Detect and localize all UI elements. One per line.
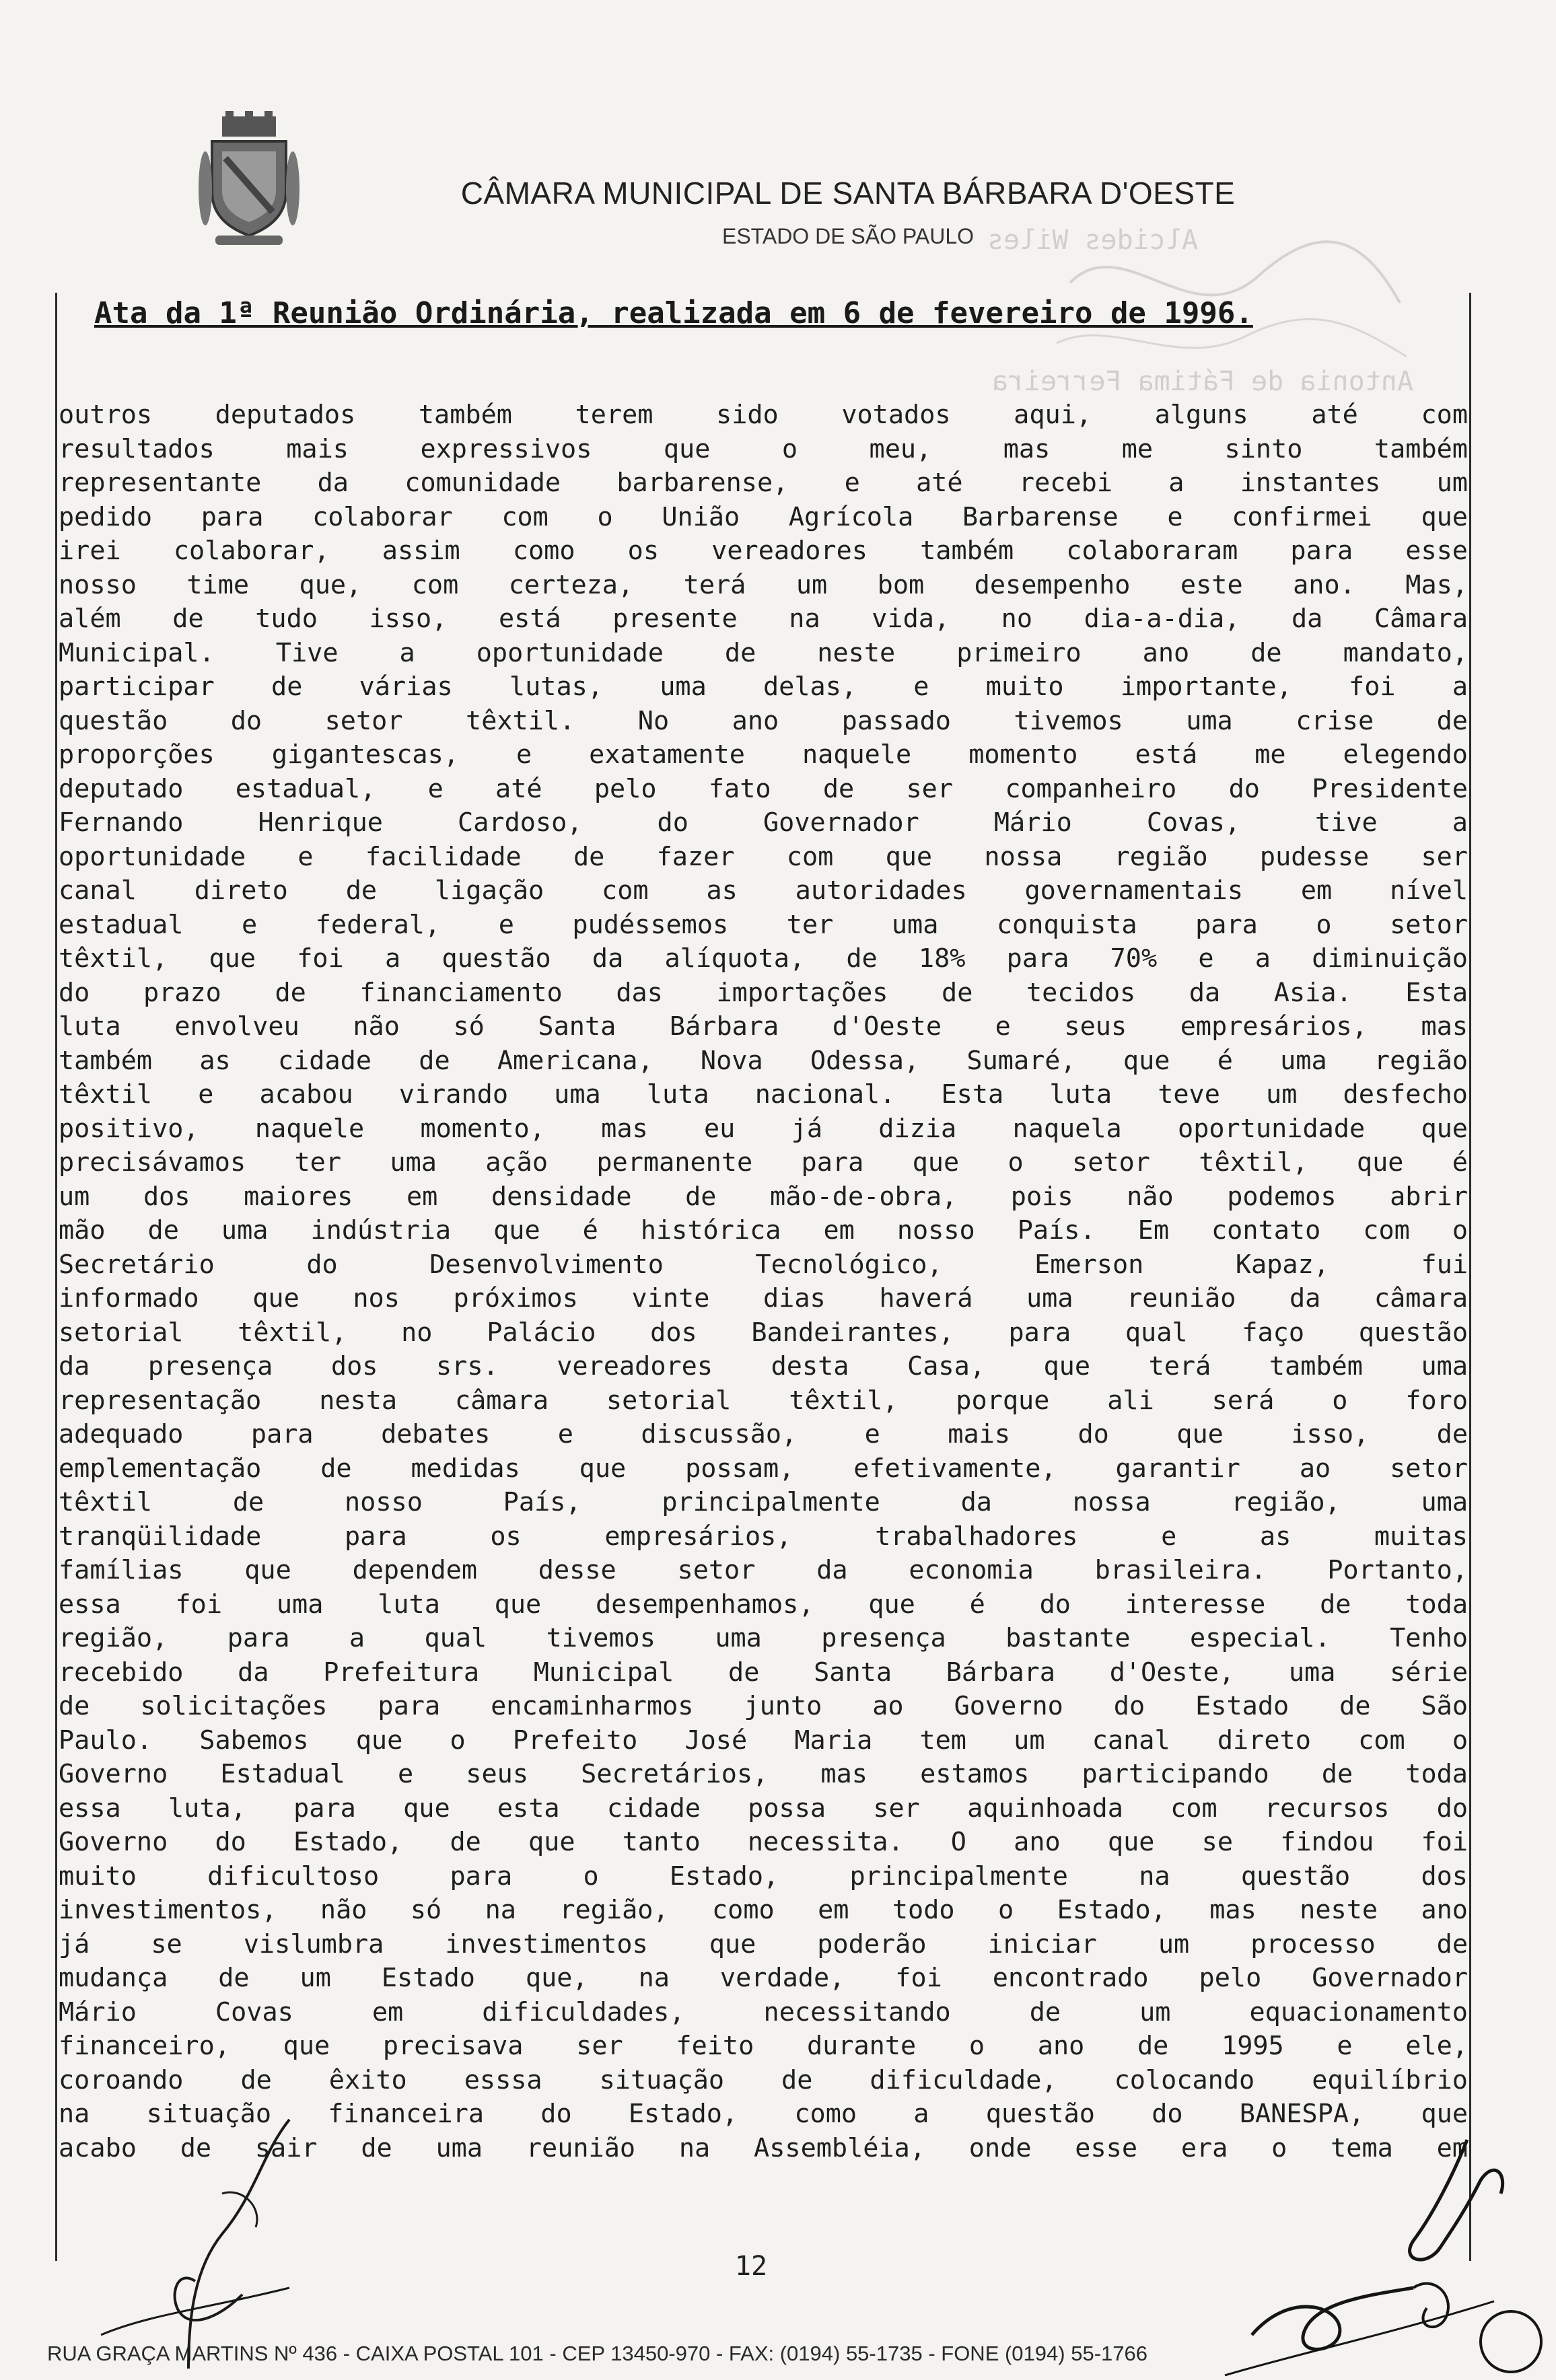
text-line: canal direto de ligação com as autoridades governamentais em nível: [59, 875, 1468, 906]
text-line: muito dificultoso para o Estado, principalmente na questão dos: [59, 1861, 1468, 1891]
text-line: um dos maiores em densidade de mão-de-obra, pois não podemos abrir: [59, 1181, 1468, 1212]
text-line: recebido da Prefeitura Municipal de Santa Bárbara d'Oeste, uma série: [59, 1657, 1468, 1688]
text-line: famílias que dependem desse setor da economia brasileira. Portanto,: [59, 1555, 1468, 1585]
text-line: outros deputados também terem sido votados aqui, alguns até com: [59, 400, 1468, 430]
text-line: mão de uma indústria que é histórica em nosso País. Em contato com o: [59, 1215, 1468, 1246]
left-signature: [87, 2113, 343, 2377]
text-line: já se vislumbra investimentos que poderão iniciar um processo de: [59, 1928, 1468, 1959]
text-line: do prazo de financiamento das importações de tecidos da Asia. Esta: [59, 977, 1468, 1008]
page-number: 12: [734, 2251, 768, 2282]
text-line: proporções gigantescas, e exatamente naquele momento está me elegendo: [59, 740, 1468, 770]
institution-name: CÂMARA MUNICIPAL DE SANTA BÁRBARA D'OESTE: [460, 176, 1236, 211]
minutes-body: [57, 398, 1469, 2165]
text-line: oportunidade e facilidade de fazer com que nossa região pudesse ser: [59, 841, 1468, 872]
text-line: tranqüilidade para os empresários, trabalhadores e as muitas: [59, 1521, 1468, 1552]
text-line: da presença dos srs. vereadores desta Casa, que terá também uma: [59, 1351, 1468, 1381]
text-line: investimentos, não só na região, como em todo o Estado, mas neste ano: [59, 1895, 1468, 1925]
text-line: Paulo. Sabemos que o Prefeito José Maria tem um canal direto com o: [59, 1725, 1468, 1756]
text-line: têxtil, que foi a questão da alíquota, de 18% para 70% e a diminuição: [59, 943, 1468, 974]
text-line: Fernando Henrique Cardoso, do Governador Mário Covas, tive a: [59, 807, 1468, 838]
text-line: Mário Covas em dificuldades, necessitando de um equacionamento: [59, 1996, 1468, 2027]
text-line: setorial têxtil, no Palácio dos Bandeirantes, para qual faço questão: [59, 1317, 1468, 1348]
text-line: representante da comunidade barbarense, e até recebi a instantes um: [59, 468, 1468, 498]
text-line: de solicitações para encaminharmos junto ao Governo do Estado de São: [59, 1691, 1468, 1721]
text-line: também as cidade de Americana, Nova Odessa, Sumaré, que é uma região: [59, 1045, 1468, 1076]
state-name: ESTADO DE SÃO PAULO: [721, 224, 974, 248]
text-line: resultados mais expressivos que o meu, mas me sinto também: [59, 433, 1468, 464]
text-line: nosso time que, com certeza, terá um bom desempenho este ano. Mas,: [59, 569, 1468, 600]
text-line: essa foi uma luta que desempenhamos, que é do interesse de toda: [59, 1589, 1468, 1620]
text-line: precisávamos ter uma ação permanente para que o setor têxtil, que é: [59, 1147, 1468, 1178]
text-line: têxtil e acabou virando uma luta nacional. Esta luta teve um desfecho: [59, 1079, 1468, 1110]
text-line: essa luta, para que esta cidade possa ser aquinhoada com recursos do: [59, 1793, 1468, 1824]
text-line: na situação financeira do Estado, como a questão do BANESPA, que: [59, 2099, 1468, 2129]
text-line: acabo de sair de uma reunião na Assembléia, onde esse era o tema em: [59, 2132, 1468, 2163]
text-line: Governo Estadual e seus Secretários, mas estamos participando de toda: [59, 1759, 1468, 1789]
right-margin-line: [1469, 293, 1471, 2261]
text-line: têxtil de nosso País, principalmente da nossa região, uma: [59, 1487, 1468, 1517]
text-line: positivo, naquele momento, mas eu já dizia naquela oportunidade que: [59, 1113, 1468, 1144]
text-line: informado que nos próximos vinte dias haverá uma reunião da câmara: [59, 1283, 1468, 1313]
text-line: além de tudo isso, está presente na vida, no dia-a-dia, da Câmara: [59, 604, 1468, 634]
text-line: pedido para colaborar com o União Agrícola Barbarense e confirmei que: [59, 501, 1468, 532]
text-line: adequado para debates e discussão, e mais do que isso, de: [59, 1419, 1468, 1449]
text-line: deputado estadual, e até pelo fato de ser companheiro do Presidente: [59, 773, 1468, 804]
text-line: região, para a qual tivemos uma presença bastante especial. Tenho: [59, 1623, 1468, 1653]
footer-address: RUA GRAÇA MARTINS Nº 436 - CAIXA POSTAL 101 - CEP 13450-970 - FAX: (0194) 55-1735 - FONE (0194) 55-1766: [47, 2342, 1147, 2365]
text-line: questão do setor têxtil. No ano passado tivemos uma crise de: [59, 705, 1468, 736]
right-signature: [1211, 2133, 1556, 2377]
text-line: coroando de êxito esssa situação de dificuldade, colocando equilíbrio: [59, 2064, 1468, 2095]
text-line: emplementação de medidas que possam, efetivamente, garantir ao setor: [59, 1453, 1468, 1484]
text-line: estadual e federal, e pudéssemos ter uma conquista para o setor: [59, 909, 1468, 940]
ghost-name-1: Alcides Wiles: [987, 225, 1198, 256]
text-line: Governo do Estado, de que tanto necessita. O ano que se findou foi: [59, 1827, 1468, 1857]
text-line: participar de várias lutas, uma delas, e muito importante, foi a: [59, 672, 1468, 702]
minutes-title: Ata da 1ª Reunião Ordinária, realizada em 6 de fevereiro de 1996.: [94, 296, 1253, 330]
text-line: financeiro, que precisava ser feito durante o ano de 1995 e ele,: [59, 2031, 1468, 2061]
text-line: Municipal. Tive a oportunidade de neste primeiro ano de mandato,: [59, 637, 1468, 668]
text-line: representação nesta câmara setorial têxtil, porque ali será o foro: [59, 1385, 1468, 1416]
text-line: Secretário do Desenvolvimento Tecnológico, Emerson Kapaz, fui: [59, 1249, 1468, 1280]
ghost-name-2: Antonia de Fátima Ferreira: [991, 366, 1413, 397]
text-line: mudança de um Estado que, na verdade, foi encontrado pelo Governador: [59, 1963, 1468, 1993]
text-line: luta envolveu não só Santa Bárbara d'Oeste e seus empresários, mas: [59, 1011, 1468, 1042]
text-line: irei colaborar, assim como os vereadores também colaboraram para esse: [59, 536, 1468, 566]
municipal-crest-logo: [199, 111, 299, 249]
